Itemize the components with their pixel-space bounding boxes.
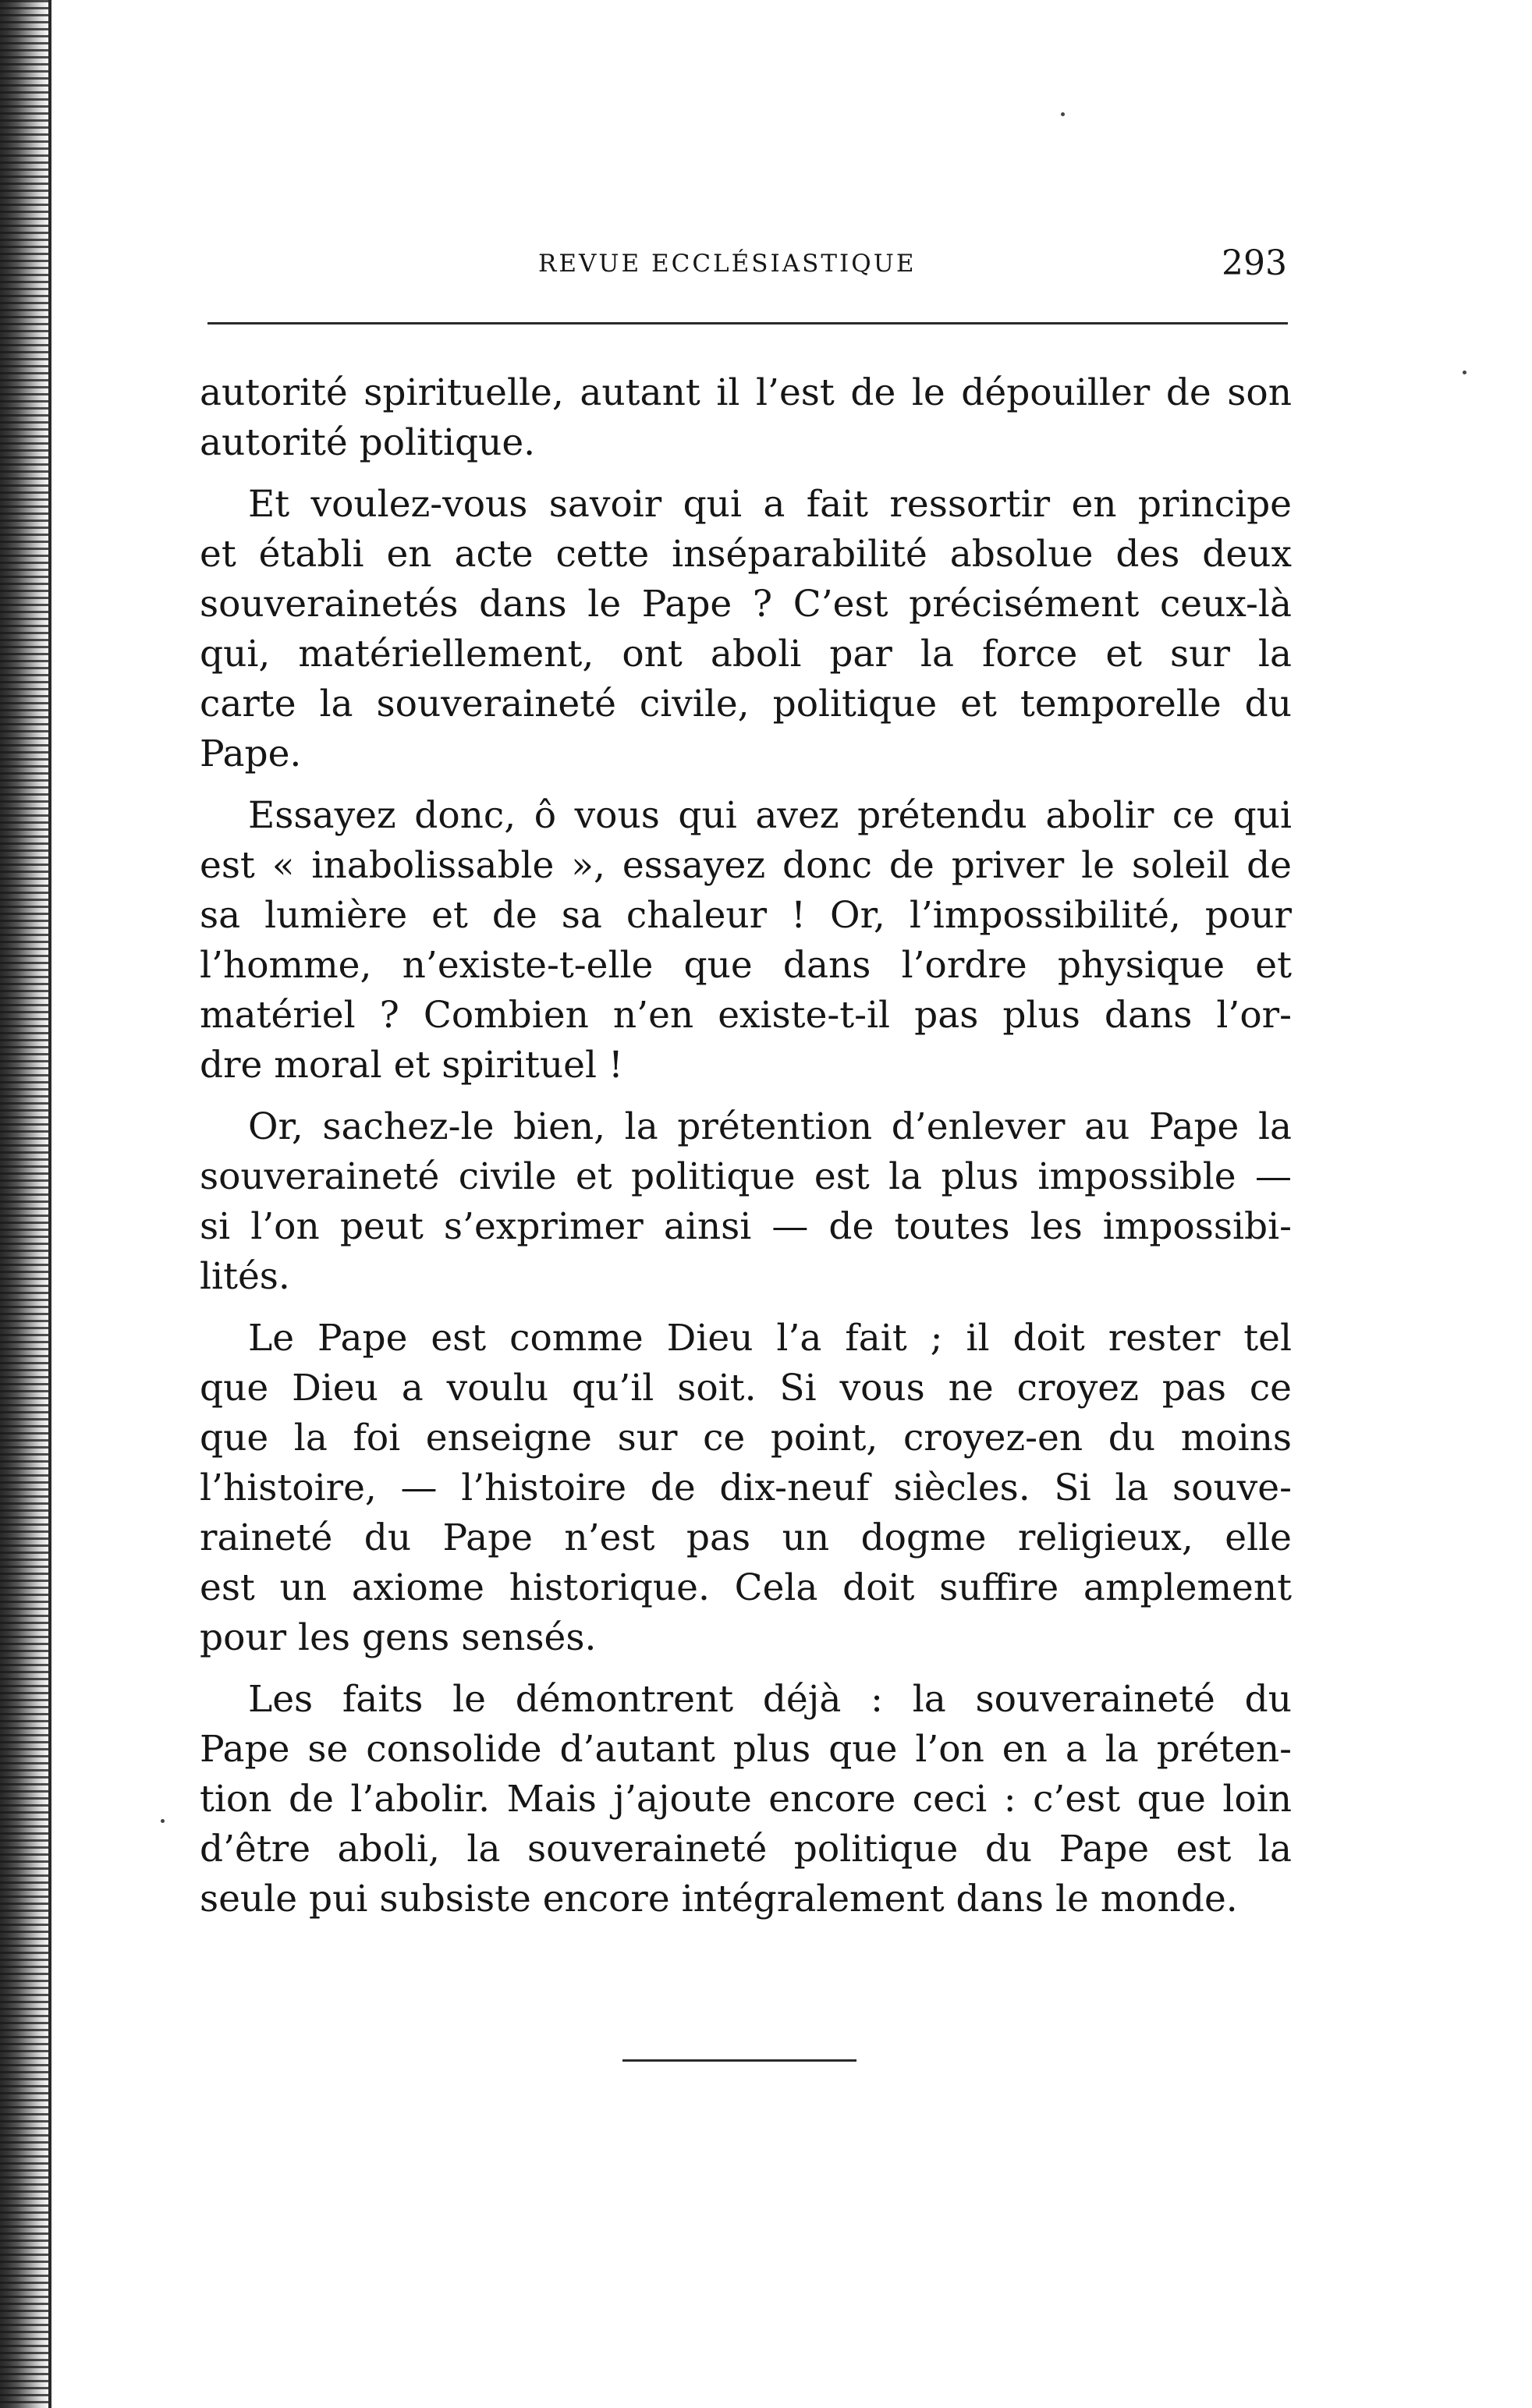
text-line: Le Pape est comme Dieu l’a fait ; il doit rester tel xyxy=(248,1317,1292,1360)
text-line: pour les gens sensés. xyxy=(200,1616,597,1659)
paragraph xyxy=(200,1675,1292,1924)
text-line: Les faits le démontrent déjà : la souveraineté du xyxy=(248,1678,1292,1721)
text-line: autorité spirituelle, autant il l’est de le dépouiller de son xyxy=(200,371,1292,414)
paragraph xyxy=(200,1102,1292,1302)
running-head xyxy=(538,243,1287,290)
text-line: souverainetés dans le Pape ? C’est précisément ceux-là xyxy=(200,583,1292,626)
text-line: qui, matériellement, ont aboli par la force et sur la xyxy=(200,633,1292,676)
print-speck xyxy=(1463,371,1466,374)
text-line: l’homme, n’existe-t-elle que dans l’ordre physique et xyxy=(200,944,1292,987)
text-line: l’histoire, — l’histoire de dix-neuf siècles. Si la souve- xyxy=(200,1466,1292,1509)
text-line: matériel ? Combien n’en existe-t-il pas plus dans l’or- xyxy=(200,994,1292,1037)
text-line: seule pui subsiste encore intégralement dans le monde. xyxy=(200,1878,1238,1920)
text-line: si l’on peut s’exprimer ainsi — de toutes les impossibi- xyxy=(200,1205,1292,1248)
page-body xyxy=(200,368,1292,1936)
text-line: raineté du Pape n’est pas un dogme religieux, elle xyxy=(200,1516,1292,1559)
text-line: d’être aboli, la souveraineté politique du Pape est la xyxy=(200,1828,1292,1871)
print-speck xyxy=(161,1819,165,1823)
page-number: 293 xyxy=(1222,243,1287,283)
paragraph xyxy=(200,368,1292,468)
text-line: souveraineté civile et politique est la plus impossible — xyxy=(200,1155,1292,1198)
header-rule xyxy=(207,322,1288,324)
journal-title: REVUE ECCLÉSIASTIQUE xyxy=(538,250,917,278)
text-line: Et voulez-vous savoir qui a fait ressortir en principe xyxy=(248,483,1292,526)
text-line: sa lumière et de sa chaleur ! Or, l’impossibilité, pour xyxy=(200,894,1292,937)
text-line: et établi en acte cette inséparabilité absolue des deux xyxy=(200,533,1292,576)
text-line: tion de l’abolir. Mais j’ajoute encore ceci : c’est que loin xyxy=(200,1778,1292,1821)
binding-shadow-line xyxy=(48,0,51,2408)
text-line: Essayez donc, ô vous qui avez prétendu abolir ce qui xyxy=(248,794,1292,837)
section-end-rule xyxy=(622,2059,856,2062)
text-line: est « inabolissable », essayez donc de priver le soleil de xyxy=(200,844,1292,887)
paragraph xyxy=(200,1314,1292,1663)
text-line: est un axiome historique. Cela doit suffire amplement xyxy=(200,1566,1292,1609)
text-line: que la foi enseigne sur ce point, croyez-en du moins xyxy=(200,1417,1292,1459)
paragraph xyxy=(200,480,1292,779)
text-line: Pape se consolide d’autant plus que l’on en a la préten- xyxy=(200,1728,1292,1771)
text-line: carte la souveraineté civile, politique et temporelle du xyxy=(200,683,1292,725)
text-line: Or, sachez-le bien, la prétention d’enlever au Pape la xyxy=(248,1105,1292,1148)
text-line: autorité politique. xyxy=(200,421,536,464)
text-line: Pape. xyxy=(200,732,302,775)
text-line: lités. xyxy=(200,1255,290,1298)
scanned-binding-edge xyxy=(0,0,50,2408)
text-line: que Dieu a voulu qu’il soit. Si vous ne croyez pas ce xyxy=(200,1367,1292,1410)
text-line: dre moral et spirituel ! xyxy=(200,1044,623,1087)
paragraph xyxy=(200,791,1292,1091)
print-speck xyxy=(1061,112,1065,116)
